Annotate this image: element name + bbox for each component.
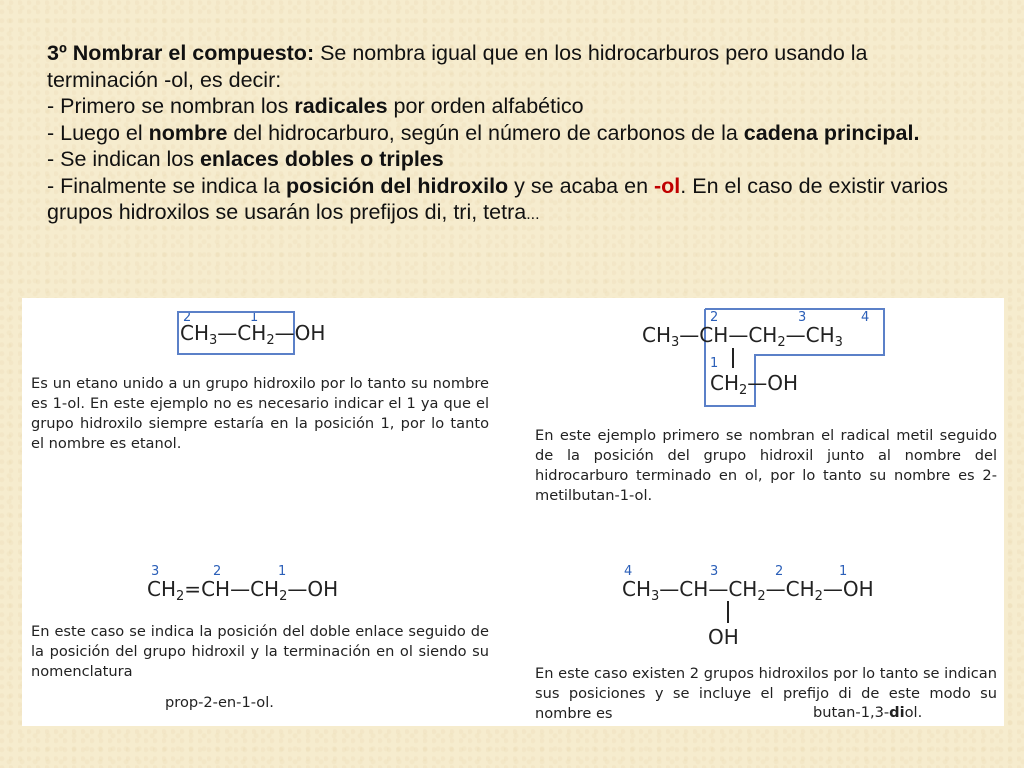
intro-paragraph-1 bbox=[47, 40, 977, 93]
bond: — bbox=[785, 323, 806, 347]
vertical-bond bbox=[727, 601, 729, 623]
atom: CH bbox=[201, 577, 231, 601]
example-description: En este caso existen 2 grupos hidroxilos por lo tanto se indican sus posiciones y se incluye el prefijo di de este modo su nombre es bbox=[535, 665, 998, 722]
name-part: butan-1,3- bbox=[813, 704, 890, 721]
structural-formula bbox=[147, 577, 338, 604]
example-description: En este ejemplo primero se nombran el radical metil seguido de la posición del grupo hidroxil junto al nombre del hidrocarburo terminado en ol, por lo tanto su nombre es 2-metilbutan-1-ol. bbox=[535, 427, 997, 504]
atom: CH bbox=[785, 577, 815, 601]
hydroxyl: —OH bbox=[274, 321, 326, 345]
examples-panel bbox=[22, 298, 1004, 726]
carbon-number: 2 bbox=[710, 310, 719, 325]
text: - Primero se nombran los bbox=[47, 94, 295, 118]
bold-text: cadena principal. bbox=[743, 120, 920, 145]
compound-name: prop-2-en-1-ol. bbox=[165, 694, 274, 711]
atom: CH bbox=[728, 577, 758, 601]
text: - Luego el bbox=[47, 120, 149, 145]
hydroxyl: —OH bbox=[747, 371, 799, 395]
vertical-bond bbox=[732, 348, 734, 368]
subscript: 2 bbox=[777, 335, 786, 350]
hydroxyl-branch: OH bbox=[708, 625, 739, 649]
bold-text: posición del hidroxilo bbox=[286, 173, 509, 198]
bond: — bbox=[765, 577, 786, 601]
text: por orden alfabético bbox=[387, 94, 584, 118]
subscript: 3 bbox=[834, 335, 843, 350]
subscript: 2 bbox=[176, 589, 185, 604]
carbon-number: 2 bbox=[775, 564, 784, 579]
carbon-number: 3 bbox=[710, 564, 719, 579]
intro-paragraph-4 bbox=[47, 146, 977, 173]
atom: CH bbox=[642, 323, 672, 347]
carbon-number: 2 bbox=[183, 310, 192, 325]
bond: — bbox=[659, 577, 680, 601]
atom: CH bbox=[805, 323, 835, 347]
subscript: 2 bbox=[814, 589, 823, 604]
subscript: 3 bbox=[651, 589, 660, 604]
structural-formula-chain bbox=[622, 577, 874, 604]
atom: CH bbox=[748, 323, 778, 347]
atom: CH bbox=[180, 321, 210, 345]
atom: CH bbox=[622, 577, 652, 601]
text: del hidrocarburo, según el número de carbonos de la bbox=[227, 120, 744, 145]
intro-paragraph-2 bbox=[47, 93, 977, 120]
subscript: 2 bbox=[266, 333, 275, 348]
subscript: 2 bbox=[757, 589, 766, 604]
text: - Finalmente se indica la bbox=[47, 173, 286, 198]
carbon-number: 1 bbox=[278, 564, 287, 579]
bond: — bbox=[708, 577, 729, 601]
carbon-number: 4 bbox=[624, 564, 633, 579]
subscript: 2 bbox=[279, 589, 288, 604]
bold-text: enlaces dobles o triples bbox=[199, 147, 444, 171]
bond: — bbox=[230, 577, 251, 601]
double-bond: = bbox=[184, 577, 202, 601]
bold-text: nombre bbox=[148, 120, 228, 145]
structural-formula-branch bbox=[710, 371, 798, 398]
bond: — bbox=[679, 323, 700, 347]
carbon-number: 1 bbox=[250, 310, 259, 325]
subscript: 3 bbox=[671, 335, 680, 350]
text: . En el caso de existir varios grupos hidroxilos se usarán los prefijos di, tri, tetra bbox=[47, 173, 948, 224]
name-prefix-bold: di bbox=[889, 704, 905, 721]
hydroxyl: —OH bbox=[822, 577, 874, 601]
atom: CH bbox=[147, 577, 177, 601]
subscript: 2 bbox=[739, 383, 748, 398]
atom: CH bbox=[237, 321, 267, 345]
intro-paragraph-5 bbox=[47, 173, 977, 229]
red-suffix: -ol bbox=[654, 173, 681, 198]
compound-name bbox=[813, 704, 922, 721]
example-description: Es un etano unido a un grupo hidroxilo por lo tanto su nombre es 1-ol. En este ejemplo no es necesario indicar el 1 ya que el grupo hidroxilo siempre estaría en la posición 1, por lo tanto el nombre es etanol. bbox=[31, 375, 489, 452]
carbon-number: 3 bbox=[798, 310, 807, 325]
example-description: En este caso se indica la posición del doble enlace seguido de la posición del grupo hidroxil y la terminación en ol siendo su nomenclatura bbox=[31, 623, 489, 680]
carbon-number: 1 bbox=[839, 564, 848, 579]
carbon-number: 1 bbox=[710, 356, 719, 371]
example-butanediol bbox=[528, 560, 1004, 726]
atom: CH bbox=[710, 371, 740, 395]
atom: CH bbox=[699, 323, 729, 347]
text: y se acaba en bbox=[508, 173, 655, 198]
name-part: ol. bbox=[904, 704, 923, 721]
carbon-number: 4 bbox=[861, 310, 870, 325]
intro-text bbox=[47, 40, 977, 229]
ellipsis: ... bbox=[526, 206, 540, 223]
example-ethanol bbox=[22, 298, 502, 512]
bold-text: radicales bbox=[294, 94, 388, 118]
example-propenol bbox=[22, 560, 502, 726]
subscript: 3 bbox=[209, 333, 218, 348]
structural-formula-chain bbox=[642, 323, 843, 350]
example-2-metilbutanol bbox=[528, 298, 1004, 512]
step-title: 3º Nombrar el compuesto: bbox=[47, 41, 315, 65]
carbon-number: 2 bbox=[213, 564, 222, 579]
step-description: Se nombra igual que en los hidrocarburos pero usando la terminación -ol, es decir: bbox=[47, 41, 868, 92]
structural-formula bbox=[180, 321, 325, 348]
carbon-number: 3 bbox=[151, 564, 160, 579]
atom: CH bbox=[250, 577, 280, 601]
intro-paragraph-3 bbox=[47, 120, 977, 147]
bond: — bbox=[728, 323, 749, 347]
atom: CH bbox=[679, 577, 709, 601]
hydroxyl: —OH bbox=[287, 577, 339, 601]
text: - Se indican los bbox=[47, 147, 200, 171]
bond: — bbox=[217, 321, 238, 345]
